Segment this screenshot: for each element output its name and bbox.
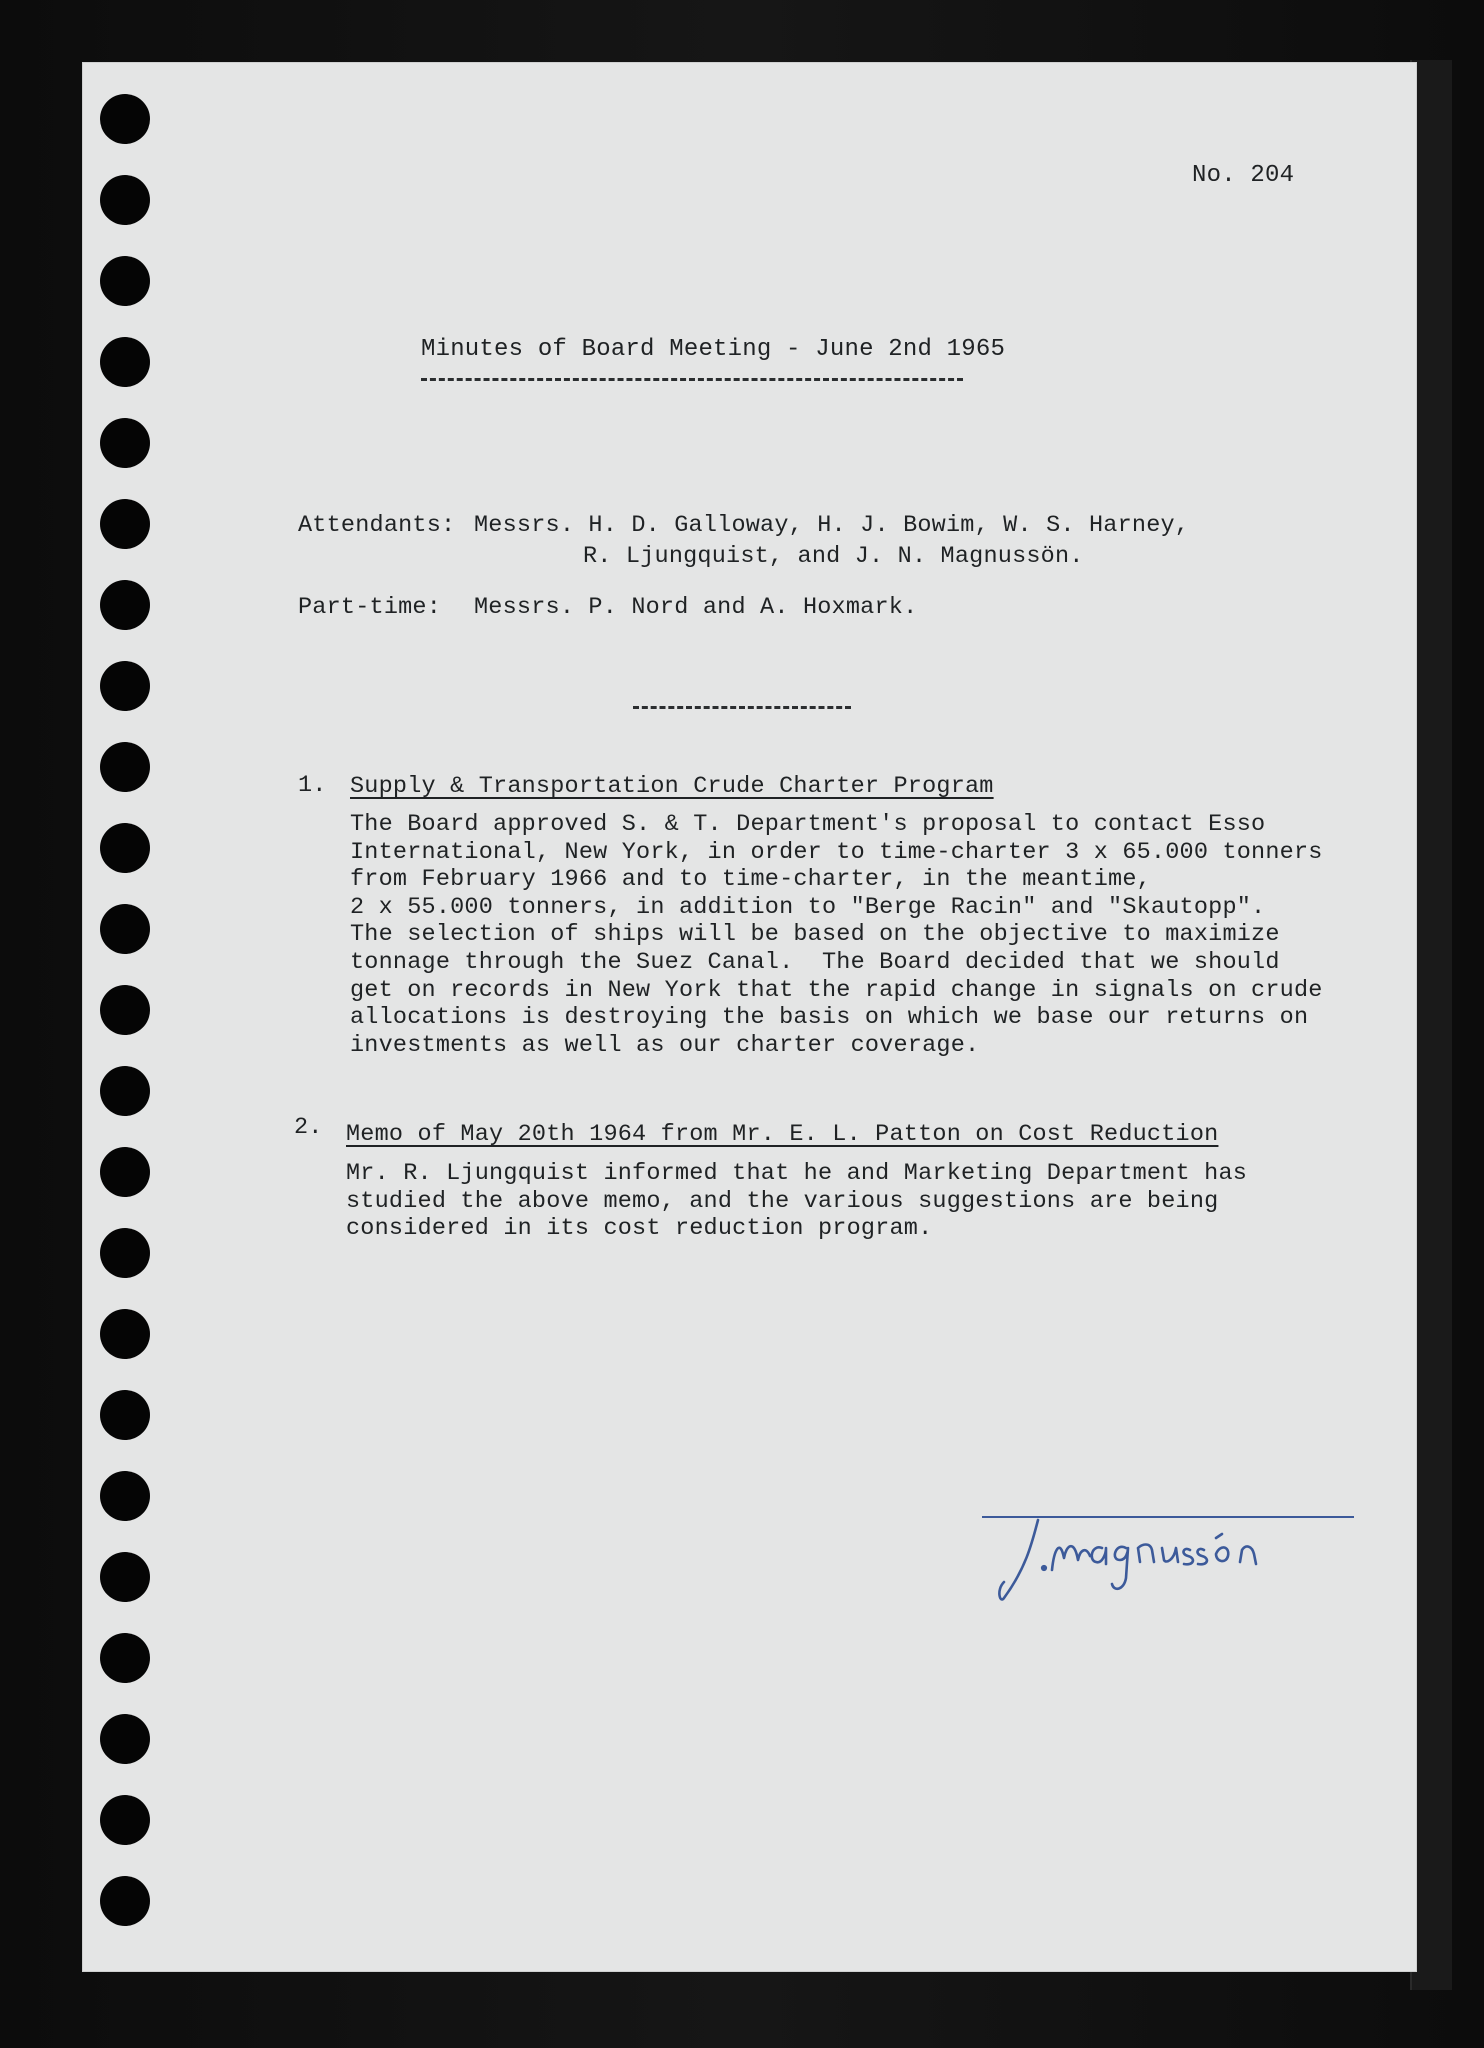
binder-hole	[100, 1633, 150, 1683]
parttime-label: Part-time:	[298, 594, 442, 621]
title-underline	[421, 378, 963, 381]
binder-hole	[100, 1876, 150, 1926]
item-body-line: International, New York, in order to time-charter 3 x 65.000 tonners	[350, 839, 1323, 866]
document-number: No. 204	[1192, 162, 1295, 189]
item-number: 1.	[298, 772, 327, 799]
binder-hole	[100, 337, 150, 387]
binder-hole	[100, 175, 150, 225]
signature	[990, 1498, 1320, 1618]
item-body-line: investments as well as our charter coverage.	[350, 1032, 980, 1059]
item-body-line: from February 1966 and to time-charter, in the meantime,	[350, 866, 1151, 893]
item-body-line: 2 x 55.000 tonners, in addition to "Berge Racin" and "Skautopp".	[350, 894, 1266, 921]
item-body-line: The Board approved S. & T. Department's proposal to contact Esso	[350, 811, 1266, 838]
binder-hole	[100, 1066, 150, 1116]
binder-hole	[100, 256, 150, 306]
page-title: Minutes of Board Meeting - June 2nd 1965	[421, 336, 1006, 363]
parttime-names: Messrs. P. Nord and A. Hoxmark.	[474, 594, 918, 621]
binder-hole	[100, 742, 150, 792]
binder-hole	[100, 1471, 150, 1521]
binder-hole	[100, 1714, 150, 1764]
item-body-line: get on records in New York that the rapid change in signals on crude	[350, 977, 1323, 1004]
item-body-line: tonnage through the Suez Canal. The Board decided that we should	[350, 949, 1280, 976]
binder-hole	[100, 499, 150, 549]
section-divider	[633, 706, 851, 709]
binder-hole	[100, 985, 150, 1035]
binder-hole	[100, 661, 150, 711]
binder-hole	[100, 94, 150, 144]
item-number: 2.	[294, 1114, 323, 1141]
attendants-line-1: Messrs. H. D. Galloway, H. J. Bowim, W. S. Harney,	[474, 512, 1190, 539]
binder-hole	[100, 1147, 150, 1197]
item-body-line: studied the above memo, and the various suggestions are being	[346, 1188, 1219, 1215]
binder-hole	[100, 1390, 150, 1440]
binder-hole	[100, 1795, 150, 1845]
item-heading: Supply & Transportation Crude Charter Program	[350, 773, 994, 800]
binder-hole	[100, 823, 150, 873]
item-body-line: Mr. R. Ljungquist informed that he and Marketing Department has	[346, 1160, 1248, 1187]
binder-hole	[100, 904, 150, 954]
binder-hole	[100, 418, 150, 468]
item-heading: Memo of May 20th 1964 from Mr. E. L. Patton on Cost Reduction	[346, 1121, 1219, 1148]
item-body-line: considered in its cost reduction program.	[346, 1215, 933, 1242]
attendants-label: Attendants:	[298, 512, 456, 539]
binder-hole	[100, 1309, 150, 1359]
binder-hole	[100, 580, 150, 630]
item-body-line: allocations is destroying the basis on which we base our returns on	[350, 1004, 1309, 1031]
item-body-line: The selection of ships will be based on the objective to maximize	[350, 921, 1280, 948]
attendants-line-2: R. Ljungquist, and J. N. Magnussön.	[583, 543, 1084, 570]
binder-hole	[100, 1552, 150, 1602]
binder-hole	[100, 1228, 150, 1278]
